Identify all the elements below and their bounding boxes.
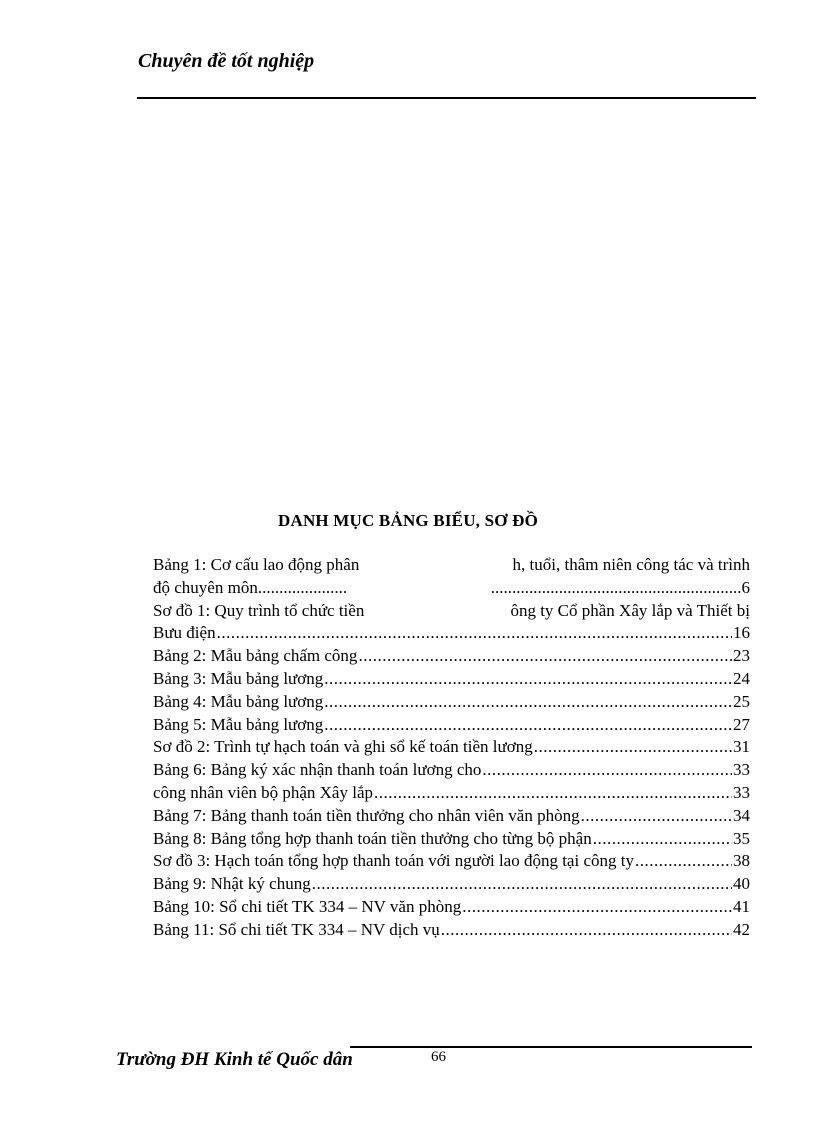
- toc-dot-leader: [324, 714, 732, 737]
- table-of-contents: [153, 554, 750, 942]
- toc-row-page: 33: [733, 782, 750, 802]
- toc-row-page: 40: [733, 874, 750, 894]
- toc-row: [153, 714, 750, 737]
- toc-row-page: 35: [733, 828, 750, 848]
- toc-row-page: 27: [733, 714, 750, 734]
- toc-row-text: Bảng 3: Mẫu bảng lương: [153, 668, 324, 688]
- toc-dot-leader: [462, 896, 732, 919]
- toc-row-page: 41: [733, 896, 750, 916]
- toc-row: [153, 828, 750, 851]
- toc-dot-leader: [217, 622, 732, 645]
- toc-row-page: 34: [733, 805, 750, 825]
- toc-item-2-page: 16: [733, 623, 750, 643]
- toc-item-1-text-right: h, tuổi, thâm niên công tác và trình: [512, 555, 750, 574]
- toc-row: [153, 805, 750, 828]
- toc-row-page: 38: [733, 851, 750, 871]
- toc-item-1-cont-left: độ chuyên môn.....................: [153, 577, 348, 597]
- toc-row-page: 31: [733, 737, 750, 757]
- toc-row: [153, 691, 750, 714]
- toc-row-text: Bảng 11: Sổ chi tiết TK 334 – NV dịch vụ: [153, 919, 440, 939]
- toc-row-text: Bảng 8: Bảng tổng hợp thanh toán tiền thưởng cho từng bộ phận: [153, 828, 592, 848]
- toc-item-2-text-left: Sơ đồ 1: Quy trình tổ chức tiền: [153, 600, 365, 620]
- toc-row-text: Bảng 6: Bảng ký xác nhận thanh toán lương cho: [153, 760, 482, 780]
- toc-dot-leader: [534, 736, 732, 759]
- toc-row: [153, 645, 750, 668]
- toc-item-1-line-2: [153, 577, 750, 600]
- header-rule: [137, 97, 756, 99]
- toc-row-text: Bảng 10: Sổ chi tiết TK 334 – NV văn phòng: [153, 896, 462, 916]
- toc-dot-leader: [482, 759, 732, 782]
- toc-dot-leader: [635, 850, 732, 873]
- toc-dot-leader: [581, 805, 732, 828]
- toc-dot-leader: [358, 645, 732, 668]
- toc-row: [153, 736, 750, 759]
- toc-item-1-cont-right: ...........................................................6: [490, 577, 750, 597]
- toc-row-text: Bảng 7: Bảng thanh toán tiền thưởng cho nhân viên văn phòng: [153, 805, 580, 825]
- section-title: DANH MỤC BẢNG BIỂU, SƠ ĐỒ: [277, 511, 539, 530]
- toc-row-text: Bảng 5: Mẫu bảng lương: [153, 714, 324, 734]
- toc-row: [153, 850, 750, 873]
- toc-row: [153, 782, 750, 805]
- toc-item-1-line-1: [153, 554, 750, 577]
- toc-row: [153, 759, 750, 782]
- toc-dot-leader: [312, 873, 732, 896]
- toc-row-page: 23: [733, 646, 750, 666]
- toc-row-page: 42: [733, 919, 750, 939]
- toc-item-2-line-1: [153, 600, 750, 623]
- toc-row: [153, 919, 750, 942]
- toc-dot-leader: [374, 782, 732, 805]
- toc-item-2-cont-text: Bưu điện: [153, 623, 216, 643]
- toc-dot-leader: [441, 919, 732, 942]
- toc-row-page: 24: [733, 668, 750, 688]
- toc-item-2-text-right: ông ty Cổ phần Xây lắp và Thiết bị: [510, 600, 750, 620]
- footer-rule: [350, 1046, 752, 1048]
- footer-institution: Trường ĐH Kinh tế Quốc dân: [116, 1049, 353, 1070]
- toc-dot-leader: [593, 828, 732, 851]
- toc-row-page: 25: [733, 691, 750, 711]
- toc-row-text: Sơ đồ 2: Trình tự hạch toán và ghi sổ kế toán tiền lương: [153, 737, 533, 757]
- toc-row-text: Bảng 4: Mẫu bảng lương: [153, 691, 324, 711]
- footer-page-number: 66: [431, 1049, 446, 1065]
- toc-row-text: công nhân viên bộ phận Xây lắp: [153, 782, 373, 802]
- toc-row: [153, 873, 750, 896]
- toc-dot-leader: [324, 668, 732, 691]
- toc-row-text: Bảng 9: Nhật ký chung: [153, 874, 311, 894]
- toc-item-2-line-2: [153, 622, 750, 645]
- toc-row-text: Sơ đồ 3: Hạch toán tổng hợp thanh toán với người lao động tại công ty: [153, 851, 634, 871]
- toc-item-1-text-left: Bảng 1: Cơ cấu lao động phân: [153, 555, 360, 574]
- toc-row: [153, 668, 750, 691]
- document-header-title: Chuyên đề tốt nghiệp: [138, 50, 315, 72]
- toc-dot-leader: [324, 691, 732, 714]
- toc-row: [153, 896, 750, 919]
- toc-row-page: 33: [733, 760, 750, 780]
- toc-row-text: Bảng 2: Mẫu bảng chấm công: [153, 646, 358, 666]
